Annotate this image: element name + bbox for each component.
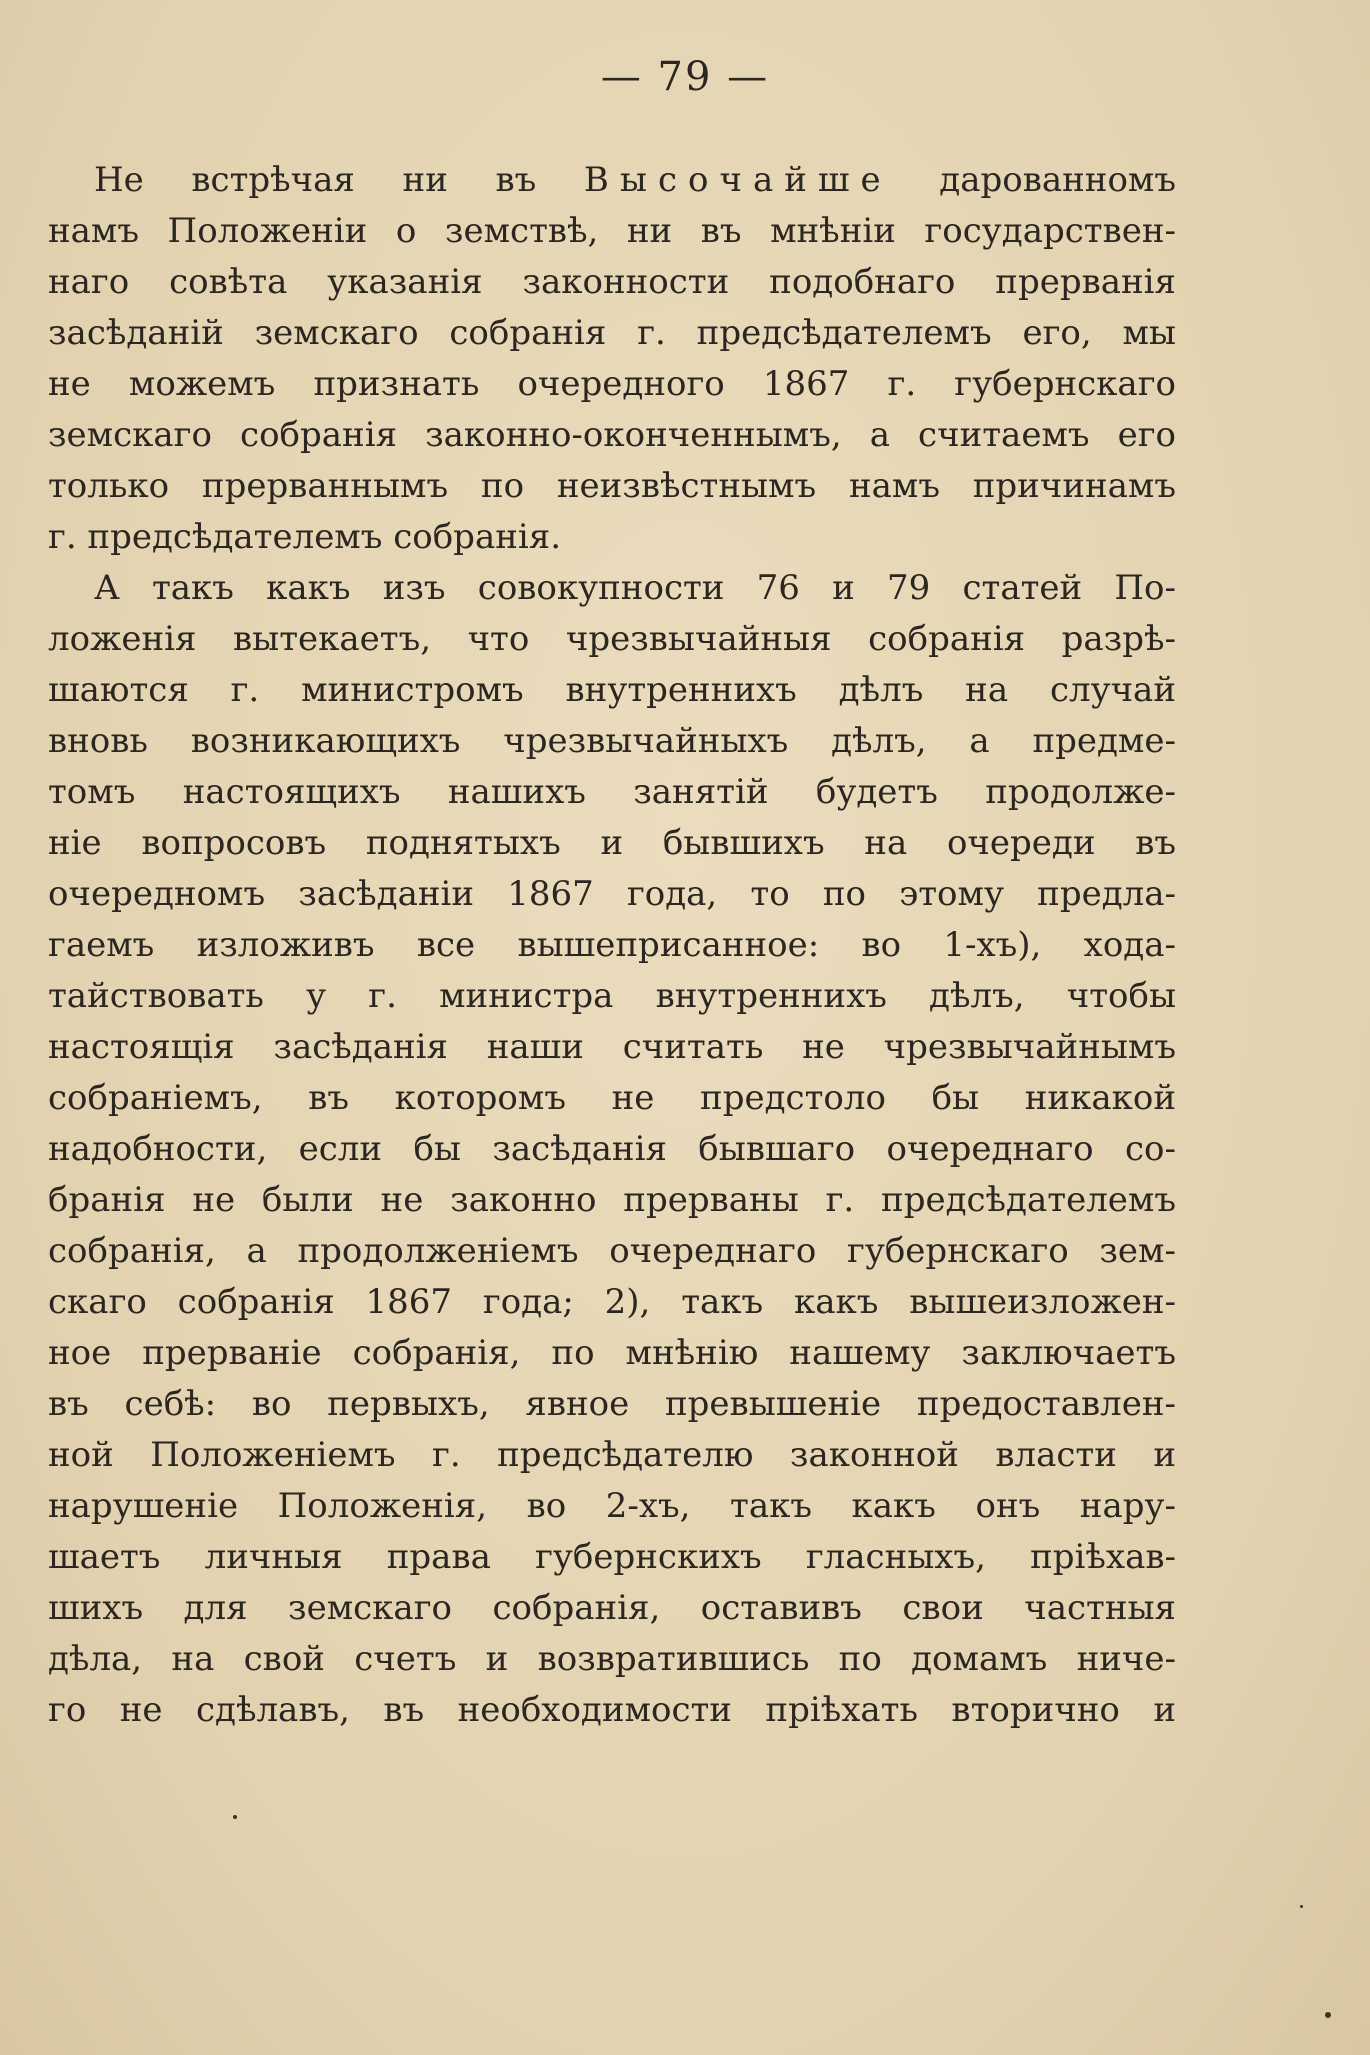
text-line: настоящія засѣданія наши считать не чрезвычайнымъ	[48, 1027, 1176, 1067]
text-line: очередномъ засѣданіи 1867 года, то по этому предла-	[48, 874, 1176, 914]
text-line: только прерваннымъ по неизвѣстнымъ намъ причинамъ	[48, 466, 1176, 506]
paper-speck	[233, 1815, 237, 1819]
text-line: ложенія вытекаетъ, что чрезвычайныя собранія разрѣ-	[48, 619, 1176, 659]
text-line: томъ настоящихъ нашихъ занятій будетъ продолже-	[48, 772, 1176, 812]
page-number: — 79 —	[600, 54, 770, 100]
text-line: гаемъ изложивъ все вышеприсанное: во 1-хъ), хода-	[48, 925, 1176, 965]
text-line: вновь возникающихъ чрезвычайныхъ дѣлъ, а предме-	[48, 721, 1176, 761]
text-line: намъ Положеніи о земствѣ, ни въ мнѣніи государствен-	[48, 211, 1176, 251]
body-text	[48, 155, 1176, 1736]
text-line: дѣла, на свой счетъ и возвратившись по домамъ ниче-	[48, 1639, 1176, 1679]
paper-speck	[1300, 1905, 1303, 1908]
text-line: шаются г. министромъ внутреннихъ дѣлъ на случай	[48, 670, 1176, 710]
text-line: надобности, если бы засѣданія бывшаго очереднаго со-	[48, 1129, 1176, 1169]
text-line: нарушеніе Положенія, во 2-хъ, такъ какъ онъ нару-	[48, 1486, 1176, 1526]
text-line: ное прерваніе собранія, по мнѣнію нашему заключаетъ	[48, 1333, 1176, 1373]
paper-speck	[1325, 2012, 1331, 2018]
text-line: собранія, а продолженіемъ очереднаго губернскаго зем-	[48, 1231, 1176, 1271]
text-line: ніе вопросовъ поднятыхъ и бывшихъ на очереди въ	[48, 823, 1176, 863]
text-line: шихъ для земскаго собранія, оставивъ свои частныя	[48, 1588, 1176, 1628]
text-line: скаго собранія 1867 года; 2), такъ какъ вышеизложен-	[48, 1282, 1176, 1322]
text-line: бранія не были не законно прерваны г. предсѣдателемъ	[48, 1180, 1176, 1220]
text-run: Не встрѣчая ни въ	[94, 160, 584, 200]
paragraph-2	[48, 563, 1176, 1736]
text-line: ной Положеніемъ г. предсѣдателю законной власти и	[48, 1435, 1176, 1475]
text-line: засѣданій земскаго собранія г. предсѣдателемъ его, мы	[48, 313, 1176, 353]
text-line: А такъ какъ изъ совокупности 76 и 79 статей По-	[94, 568, 1176, 608]
text-line: земскаго собранія законно-оконченнымъ, а считаемъ его	[48, 415, 1176, 455]
text-line: г. предсѣдателемъ собранія.	[48, 517, 562, 557]
text-line: не можемъ признать очередного 1867 г. губернскаго	[48, 364, 1176, 404]
text-line	[48, 155, 1176, 206]
emphasized-word: Высочайше	[583, 160, 892, 200]
text-line: шаетъ личныя права губернскихъ гласныхъ, пріѣхав-	[48, 1537, 1176, 1577]
paragraph-1	[48, 155, 1176, 563]
text-line: наго совѣта указанія законности подобнаго прерванія	[48, 262, 1176, 302]
text-line: тайствовать у г. министра внутреннихъ дѣлъ, чтобы	[48, 976, 1176, 1016]
text-line: въ себѣ: во первыхъ, явное превышеніе предоставлен-	[48, 1384, 1176, 1424]
text-line: собраніемъ, въ которомъ не предстоло бы никакой	[48, 1078, 1176, 1118]
text-run: дарованномъ	[891, 160, 1176, 200]
text-line: го не сдѣлавъ, въ необходимости пріѣхать вторично и	[48, 1690, 1176, 1730]
